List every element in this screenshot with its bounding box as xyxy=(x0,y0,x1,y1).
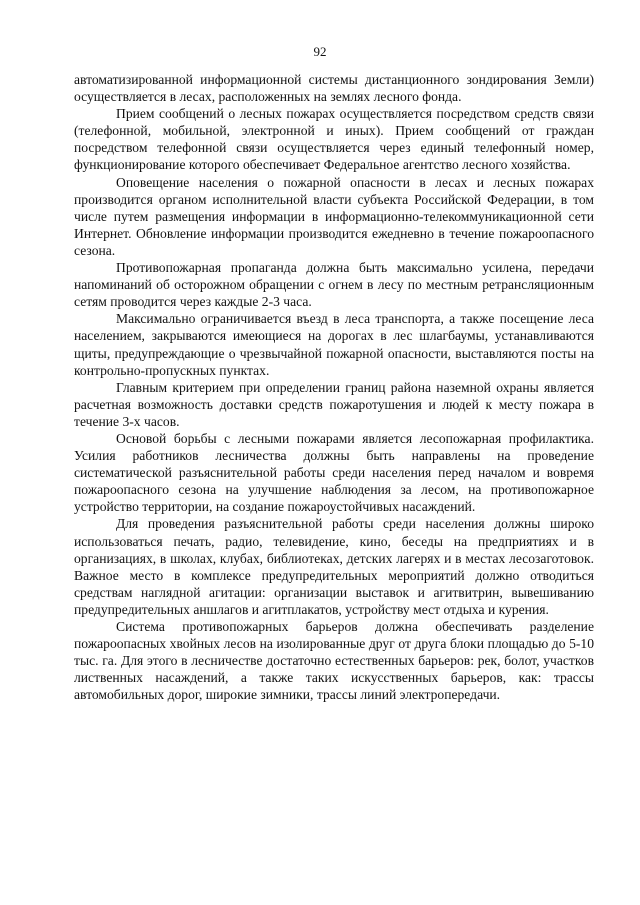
paragraph-6: Главным критерием при определении границ района наземной охраны является расчетная возможность доставки средств пожаротушения и людей к месту пожара в течение 3-х часов. xyxy=(74,379,594,429)
paragraph-9: Система противопожарных барьеров должна обеспечивать разделение пожароопасных хвойных лесов на изолированные друг от друга блоки площадью до 5-10 тыс. га. Для этого в лесничестве достаточно естественных барьеров: рек, болот, участков лиственных насаждений, а также таких искусственных барьеров, как: трассы автомобильных дорог, широкие зимники, трассы линий электропередачи. xyxy=(74,619,594,703)
paragraph-8: Для проведения разъяснительной работы среди населения должны широко использоваться печать, радио, телевидение, кино, беседы на предприятиях и в организациях, в школах, клубах, библиотеках, детских лагерях и в местах лесозаготовок. Важное место в комплексе предупредительных мероприятий должно отводиться средствам наглядной агитации: организации выставок и агитвитрин, вывешиванию предупредительных аншлагов и агитплакатов, устройству мест отдыха и курения. xyxy=(74,516,594,617)
paragraph-5: Максимально ограничивается въезд в леса транспорта, а также посещение леса населением, закрываются имеющиеся на дорогах в лес шлагбаумы, устанавливаются щиты, предупреждающие о чрезвычайной пожарной опасности, выставляются посты на контрольно-пропускных пунктах. xyxy=(74,311,594,378)
paragraph-4: Противопожарная пропаганда должна быть максимально усилена, передачи напоминаний об осторожном обращении с огнем в лесу по местным ретрансляционным сетям проводится через каждые 2-3 часа. xyxy=(74,260,594,310)
paragraph-3: Оповещение населения о пожарной опасности в лесах и лесных пожарах производится органом исполнительной власти субъекта Российской Федерации, в том числе путем размещения информации в информационно-телекоммуникационной сети Интернет. Обновление информации производится ежедневно в течение пожароопасного сезона. xyxy=(74,174,594,258)
paragraph-7: Основой борьбы с лесными пожарами является лесопожарная профилактика. Усилия работников лесничества должны быть направлены на проведение систематической разъяснительной работы среди населения перед началом и вовремя пожароопасного сезона на улучшение наблюдения за лесом, на противопожарное устройство территории, на создание пожароустойчивых насаждений. xyxy=(74,430,594,515)
body-text xyxy=(74,71,594,703)
paragraph-1: автоматизированной информационной системы дистанционного зондирования Земли) осуществляется в лесах, расположенных на землях лесного фонда. xyxy=(74,72,594,105)
page-number: 92 xyxy=(313,44,327,59)
paragraph-2: Прием сообщений о лесных пожарах осуществляется посредством средств связи (телефонной, мобильной, электронной и иных). Прием сообщений от граждан посредством телефонной связи осуществляется через единый телефонный номер, функционирование которого обеспечивает Федеральное агентство лесного хозяйства. xyxy=(74,106,594,173)
